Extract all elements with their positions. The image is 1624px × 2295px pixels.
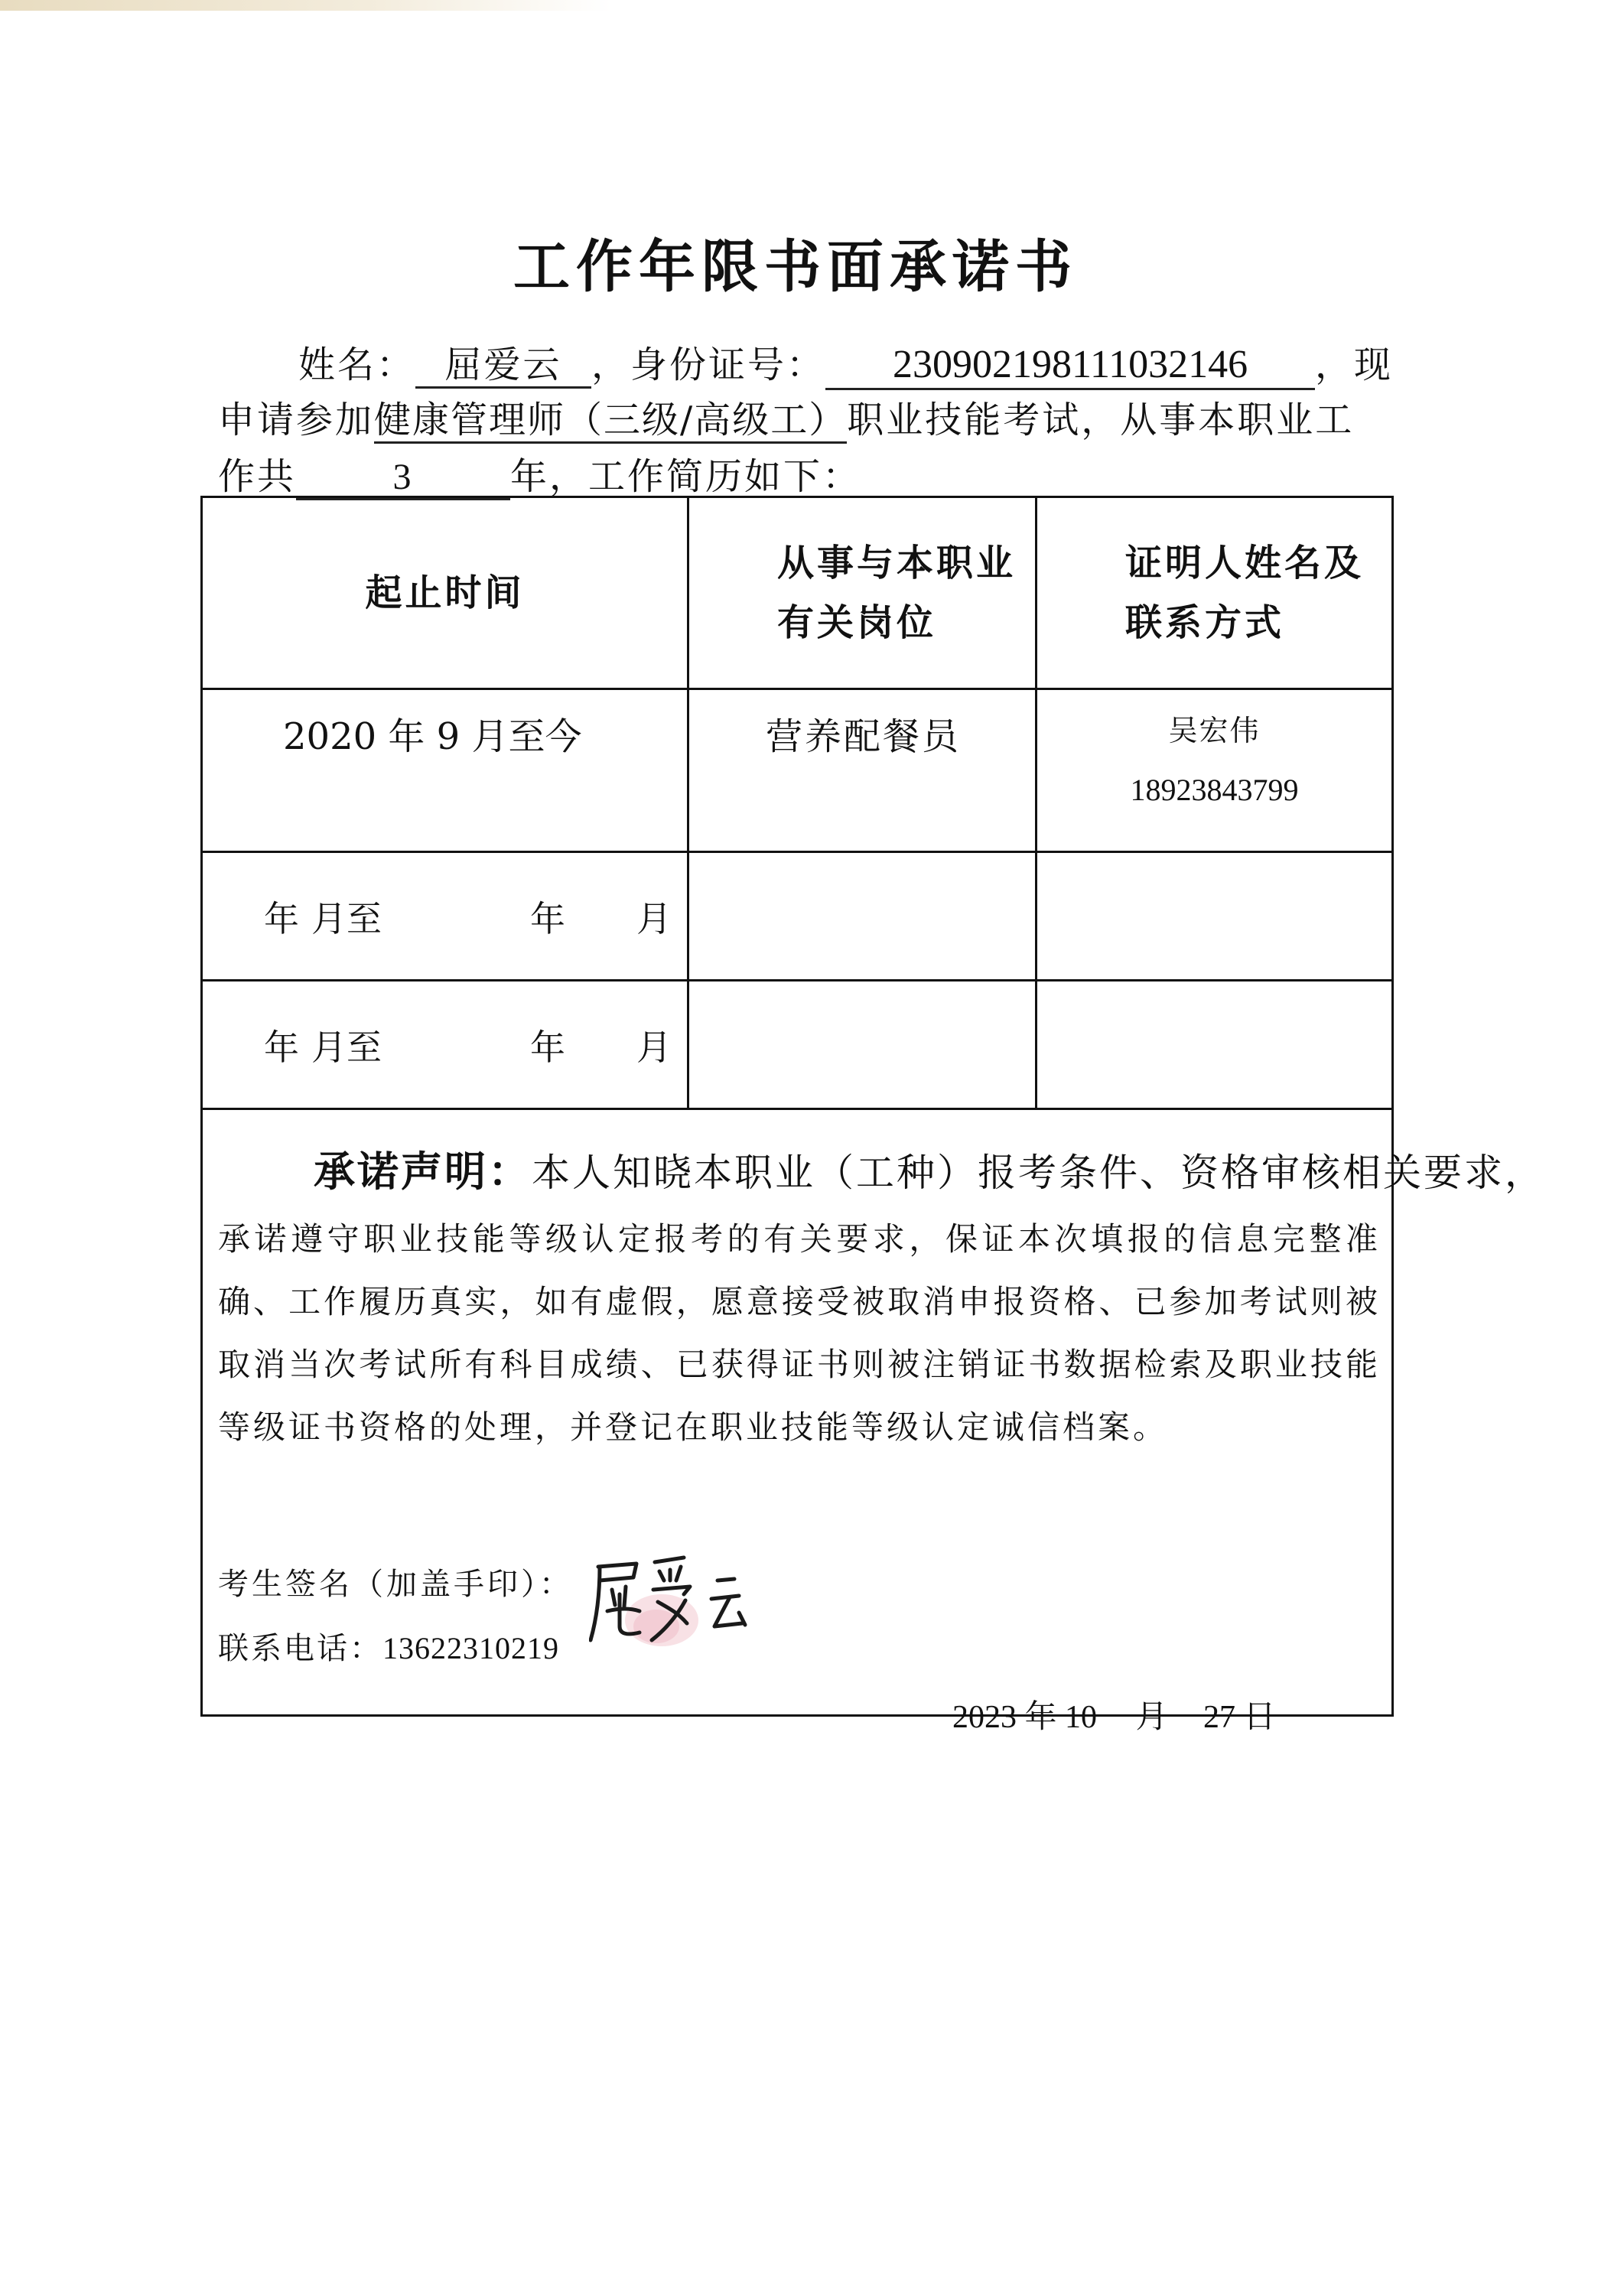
table-row <box>202 852 1393 981</box>
table-row <box>202 981 1393 1109</box>
header-period-label: 起止时间 <box>365 571 525 614</box>
row2-year1: 年 <box>264 897 299 939</box>
work-prefix: 作共 <box>218 455 297 498</box>
header-position-line2: 有关岗位 <box>777 601 937 644</box>
intro-line-3 <box>218 447 861 500</box>
date-year: 2023 年 10 <box>952 1700 1098 1735</box>
apply-prefix: 申请参加 <box>218 399 375 441</box>
row3-period <box>202 981 688 1109</box>
name-label: 姓名： <box>298 343 416 386</box>
row2-month2: 月 <box>636 897 672 939</box>
work-suffix: 年，工作简历如下： <box>510 455 862 498</box>
header-position-line1: 从事与本职业 <box>777 542 1017 584</box>
witness-phone: 18923843799 <box>1130 773 1299 807</box>
declaration-row <box>202 1109 1393 1716</box>
paper-edge-stain <box>0 0 612 11</box>
phone-label: 联系电话： <box>218 1631 382 1666</box>
contact-phone <box>218 1624 559 1668</box>
date-day: 27 日 <box>1203 1700 1276 1735</box>
declaration-body: 承诺遵守职业技能等级认定报考的有关要求，保证本次填报的信息完整准确、工作履历真实，如有虚假，愿意接受被取消申报资格、已参加考试则被取消当次考试所有科目成绩、已获得证书则被注销证书数据检索及职业技能等级证书资格的处理，并登记在职业技能等级认定诚信档案。 <box>218 1220 1381 1446</box>
row2-year2: 年 <box>530 897 565 939</box>
header-witness <box>1037 497 1393 689</box>
name-value: 屈爱云 <box>415 344 591 389</box>
row3-position <box>688 981 1037 1109</box>
intro-line-2 <box>218 390 1354 444</box>
witness-name: 吴宏伟 <box>1168 714 1261 747</box>
row3-month1: 月至 <box>311 1026 382 1068</box>
id-label: ，身份证号： <box>591 343 826 386</box>
id-suffix: ，现 <box>1315 343 1394 386</box>
intro-line-1 <box>298 335 1393 390</box>
row3-month2: 月 <box>636 1026 672 1068</box>
declaration-first-line: 本人知晓本职业（工种）报考条件、资格审核相关要求， <box>532 1151 1545 1195</box>
row2-month1: 月至 <box>311 897 382 939</box>
row3-year2: 年 <box>530 1026 565 1068</box>
row1-period: 2020 年 9 月至今 <box>202 689 688 852</box>
header-position <box>688 497 1037 689</box>
row2-position <box>688 852 1037 981</box>
date-month: 月 <box>1135 1700 1168 1735</box>
row3-year1: 年 <box>264 1026 299 1068</box>
header-period <box>202 497 688 689</box>
row1-position: 营养配餐员 <box>688 689 1037 852</box>
declaration-heading <box>314 1139 1545 1198</box>
declaration-cell <box>202 1109 1545 1735</box>
declaration-label: 承诺声明： <box>314 1147 532 1196</box>
table-header-row <box>202 497 1393 689</box>
work-history-table <box>200 496 1545 1735</box>
document-title: 工作年限书面承诺书 <box>513 234 1078 300</box>
header-witness-line1: 证明人姓名及 <box>1125 542 1365 584</box>
occupation-value: 健康管理师（三级/高级工） <box>374 399 847 444</box>
row2-witness <box>1037 852 1393 981</box>
header-witness-line2: 联系方式 <box>1125 601 1285 644</box>
years-value: 3 <box>296 456 510 500</box>
id-number-value: 230902198111032146 <box>825 342 1315 390</box>
row2-period <box>202 852 688 981</box>
apply-suffix: 职业技能考试，从事本职业工 <box>847 399 1355 441</box>
row3-witness <box>1037 981 1393 1109</box>
row1-witness <box>1037 689 1393 852</box>
phone-number: 13622310219 <box>382 1631 559 1665</box>
signature-label: 考生签名（加盖手印）： <box>218 1567 573 1602</box>
handwritten-signature <box>589 1550 765 1657</box>
table-row <box>202 689 1393 852</box>
sign-date <box>952 1691 1276 1737</box>
